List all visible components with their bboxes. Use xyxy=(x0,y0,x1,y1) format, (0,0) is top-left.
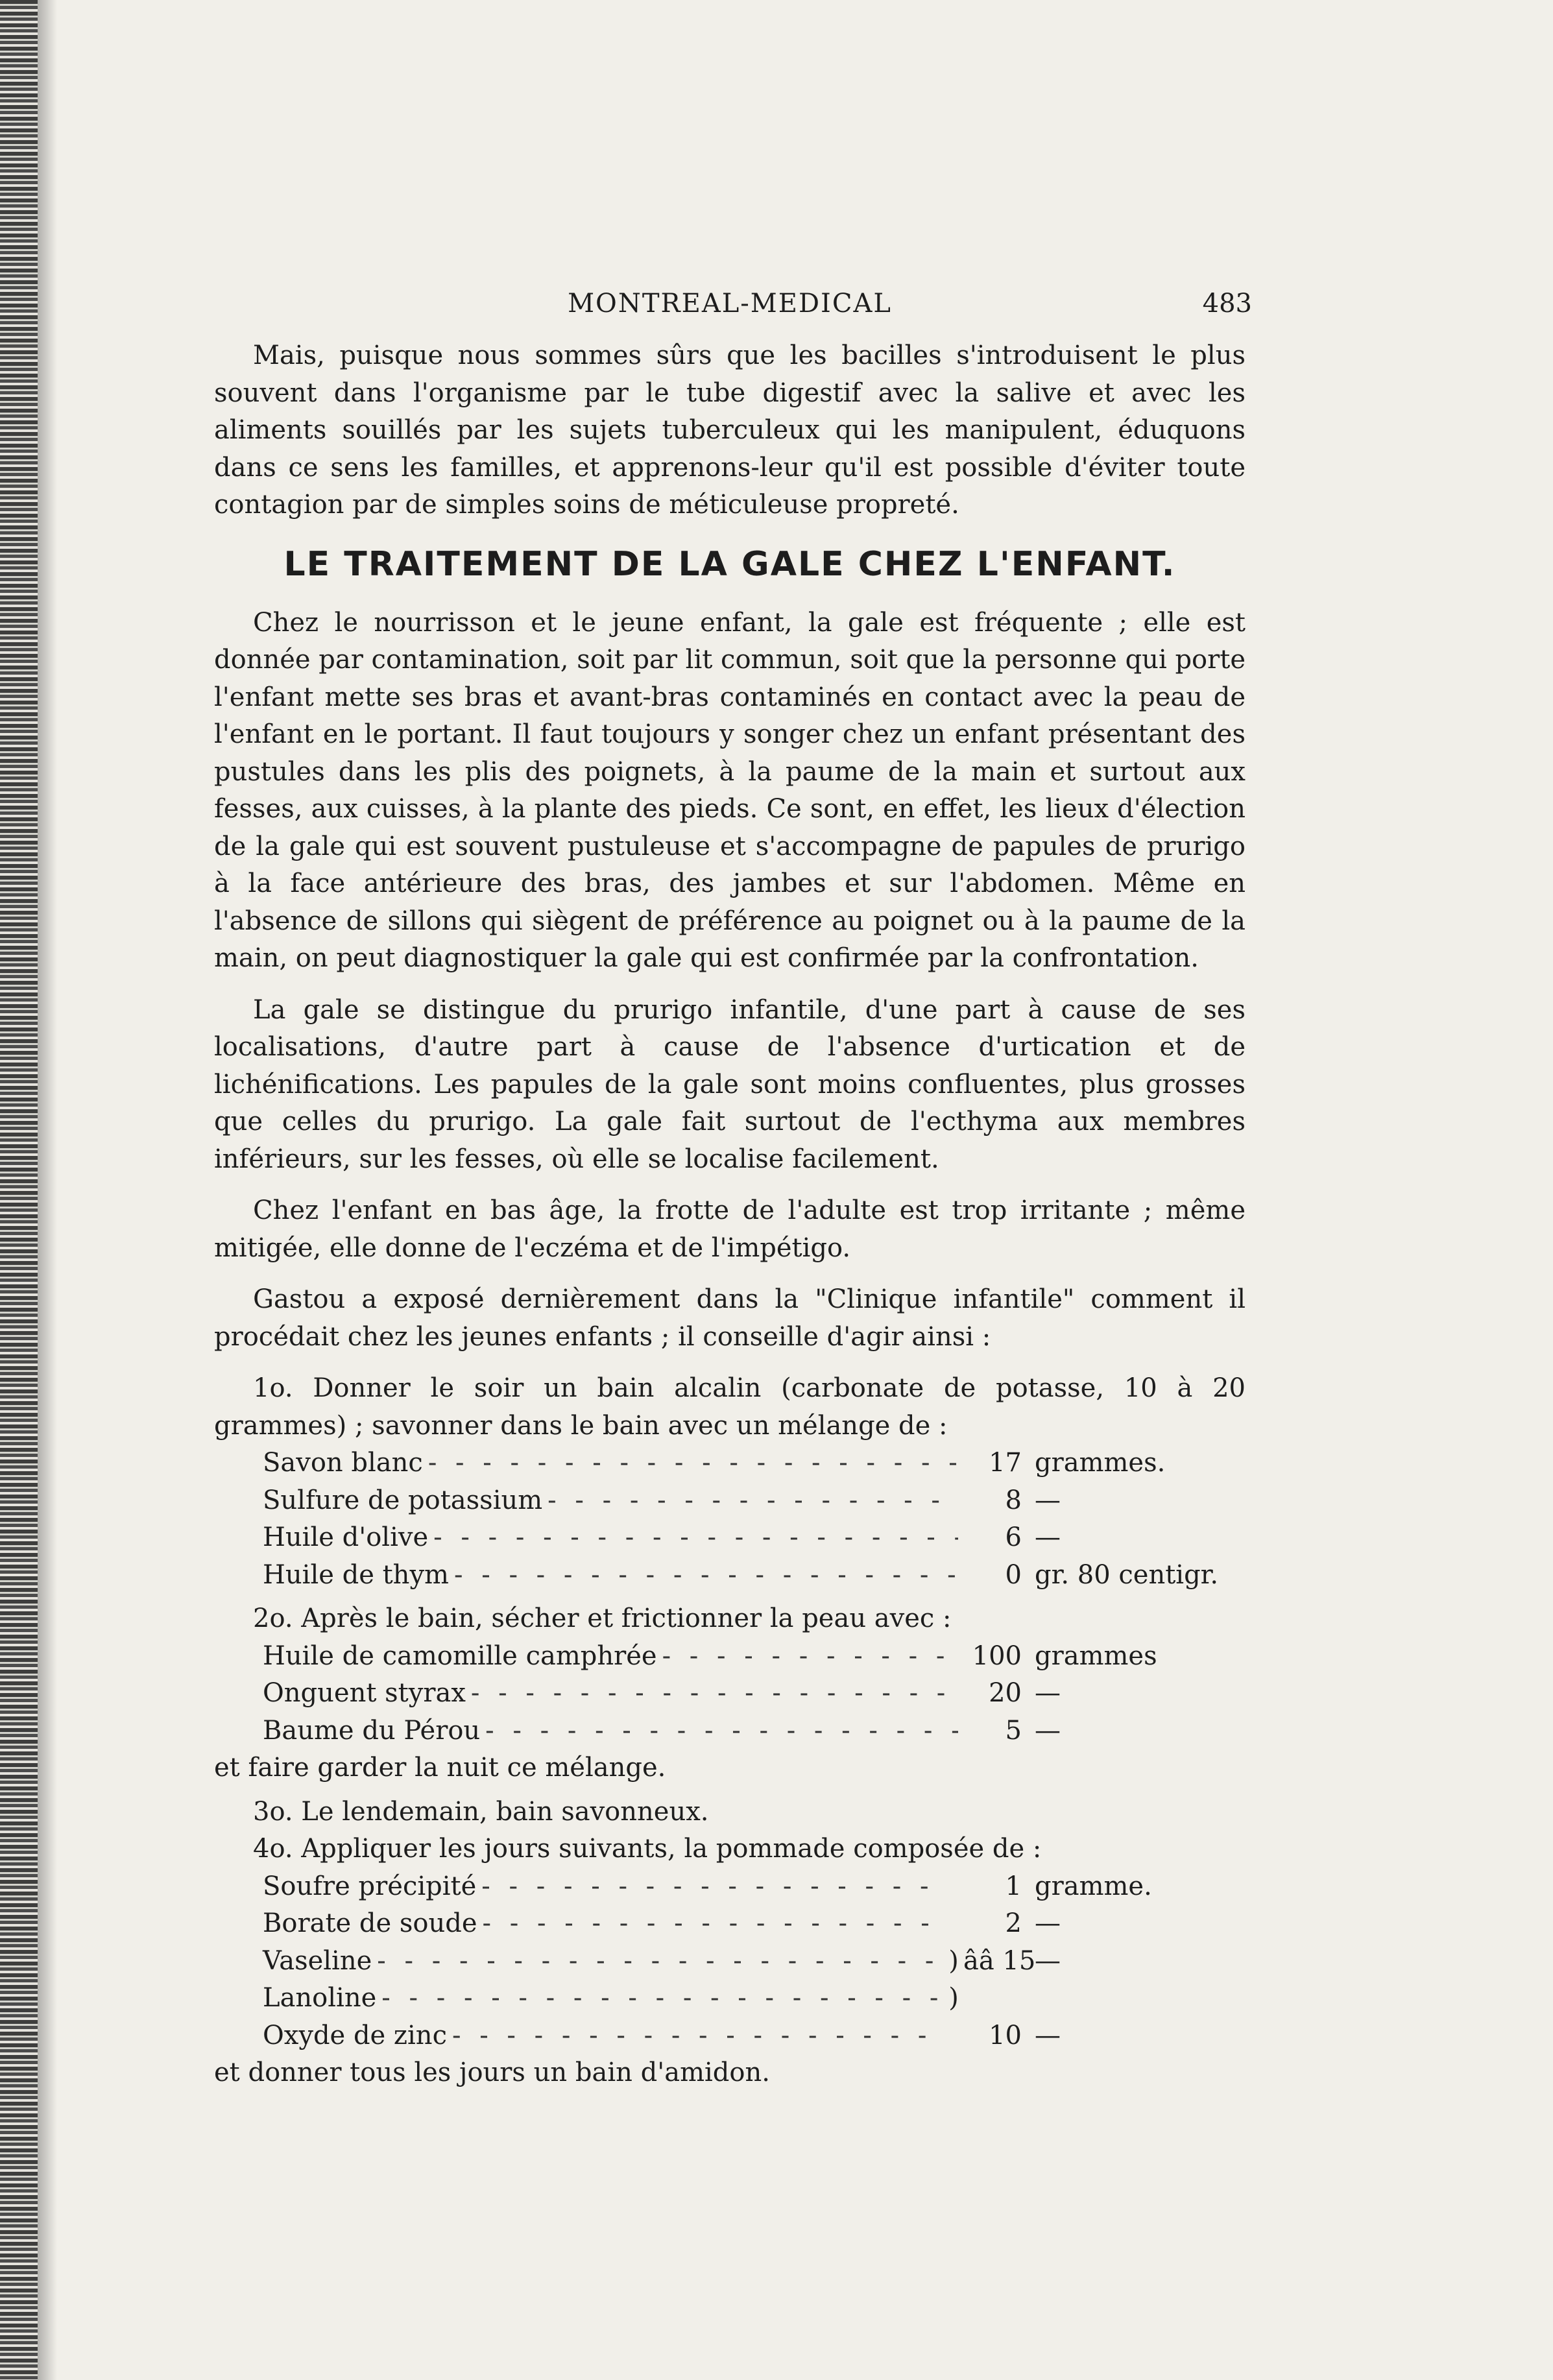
ingredient-quantity: 10 xyxy=(989,2020,1022,2050)
ingredient-unit: — xyxy=(1035,1945,1061,1976)
ingredient-name: Huile d'olive xyxy=(263,1522,429,1552)
ingredient-quantity: ââ 15 xyxy=(963,1945,1036,1976)
dot-leader xyxy=(548,1482,958,1520)
paragraph-1: Chez le nourrisson et le jeune enfant, la gale est fréquente ; elle est donnée par contamination, soit par lit commun, soit que la personne qui porte l'enfant mette ses bras et avant-bras contaminés en contact avec la peau de l'enfant en le portant. Il faut toujours y songer chez un enfant présentant des pustules dans les plis des poignets, à la paume de la main et surtout aux fesses, aux cuisses, à la plante des pieds. Ce sont, en effet, les lieux d'élection de la gale qui est souvent pustuleuse et s'accompagne de papules de prurigo à la face antérieure des bras, des jambes et sur l'abdomen. Même en l'absence de sillons qui siègent de préférence au poignet ou à la paume de la main, on peut diagnostiquer la gale qui est confirmée par la confrontation. xyxy=(214,607,1246,973)
recipe-row xyxy=(263,1943,1223,1980)
dot-leader xyxy=(471,1675,958,1713)
ingredient-name: Vaseline xyxy=(263,1945,372,1976)
recipe-row xyxy=(263,1713,1223,1750)
step-3-text: 3o. Le lendemain, bain savonneux. xyxy=(253,1796,709,1827)
dot-leader xyxy=(381,1980,939,2017)
document-page xyxy=(214,285,1252,2092)
ingredient-brace: ) xyxy=(948,1945,959,1976)
step-2-text: 2o. Après le bain, sécher et frictionner la peau avec : xyxy=(253,1604,952,1633)
dot-leader xyxy=(377,1943,939,1980)
running-title: MONTREAL-MEDICAL xyxy=(568,289,892,319)
ingredient-unit: — xyxy=(1035,1908,1061,1938)
ingredient-unit: grammes. xyxy=(1035,1448,1166,1478)
ingredient-quantity: 100 xyxy=(972,1641,1022,1671)
recipe-row xyxy=(263,2017,1223,2055)
recipe-row xyxy=(263,1638,1223,1676)
ingredient-quantity: 5 xyxy=(1005,1715,1022,1746)
step-4-closing: et donner tous les jours un bain d'amidon. xyxy=(214,2058,770,2087)
ingredient-quantity: 2 xyxy=(1005,1908,1022,1938)
recipe-row xyxy=(263,1519,1223,1557)
paragraph-3: Chez l'enfant en bas âge, la frotte de l'adulte est trop irritante ; même mitigée, elle donne de l'eczéma et de l'impétigo. xyxy=(214,1196,1246,1263)
recipe-row xyxy=(263,1675,1223,1713)
ingredient-name: Onguent styrax xyxy=(263,1678,466,1708)
dot-leader xyxy=(433,1519,958,1557)
ingredient-unit: — xyxy=(1035,1485,1061,1515)
scan-binding-edge xyxy=(0,0,38,2380)
recipe-row xyxy=(263,1557,1223,1594)
page-header xyxy=(214,285,1252,331)
ingredient-unit: — xyxy=(1035,2020,1061,2050)
ingredient-quantity: 17 xyxy=(989,1448,1022,1478)
ingredient-name: Huile de thym xyxy=(263,1559,449,1590)
ingredient-name: Savon blanc xyxy=(263,1448,423,1478)
scan-binding-shadow xyxy=(38,0,57,2380)
step-1-text: 1o. Donner le soir un bain alcalin (carbonate de potasse, 10 à 20 grammes) ; savonner dans le bain avec un mélange de : xyxy=(214,1373,1246,1441)
ingredient-name: Oxyde de zinc xyxy=(263,2020,447,2050)
step-4-text: 4o. Appliquer les jours suivants, la pommade composée de : xyxy=(253,1834,1042,1864)
ingredient-quantity: 1 xyxy=(1005,1871,1022,1901)
ingredient-name: Huile de camomille camphrée xyxy=(263,1641,657,1671)
recipe-step-4 xyxy=(263,1868,1223,2055)
ingredient-name: Lanoline xyxy=(263,1983,377,2013)
ingredient-unit: grammes xyxy=(1035,1641,1157,1671)
ingredient-quantity: 0 xyxy=(1005,1559,1022,1590)
recipe-row xyxy=(263,1482,1223,1520)
dot-leader xyxy=(485,1713,958,1750)
ingredient-unit: gramme. xyxy=(1035,1871,1152,1901)
step-2-closing: et faire garder la nuit ce mélange. xyxy=(214,1753,666,1783)
recipe-row xyxy=(263,1905,1223,1943)
ingredient-brace: ) xyxy=(948,1983,959,2013)
recipe-step-2 xyxy=(263,1638,1223,1750)
paragraph-4: Gastou a exposé dernièrement dans la "Clinique infantile" comment il procédait chez les jeunes enfants ; il conseille d'agir ainsi : xyxy=(214,1284,1246,1352)
ingredient-unit: — xyxy=(1035,1522,1061,1552)
ingredient-name: Baume du Pérou xyxy=(263,1715,481,1746)
ingredient-name: Soufre précipité xyxy=(263,1871,477,1901)
recipe-row xyxy=(263,1980,1223,2017)
dot-leader xyxy=(483,1905,939,1943)
ingredient-unit: — xyxy=(1035,1715,1061,1746)
dot-leader xyxy=(481,1868,939,1906)
dot-leader xyxy=(662,1638,958,1676)
section-title: LE TRAITEMENT DE LA GALE CHEZ L'ENFANT. xyxy=(283,544,1176,584)
ingredient-quantity: 8 xyxy=(1005,1485,1022,1515)
ingredient-unit: gr. 80 centigr. xyxy=(1035,1559,1219,1590)
ingredient-name: Borate de soude xyxy=(263,1908,477,1938)
recipe-row xyxy=(263,1445,1223,1482)
ingredient-quantity: 20 xyxy=(989,1678,1022,1708)
dot-leader xyxy=(454,1557,958,1594)
recipe-step-1 xyxy=(263,1445,1223,1594)
dot-leader xyxy=(452,2017,939,2055)
page-number: 483 xyxy=(1202,289,1252,319)
ingredient-quantity: 6 xyxy=(1005,1522,1022,1552)
ingredient-unit: — xyxy=(1035,1678,1061,1708)
paragraph-2: La gale se distingue du prurigo infantile, d'une part à cause de ses localisations, d'autre part à cause de l'absence d'urtication et de lichénifications. Les papules de la gale sont moins confluentes, plus grosses que celles du prurigo. La gale fait surtout de l'ecthyma aux membres inférieurs, sur les fesses, où elle se localise facilement. xyxy=(214,994,1246,1174)
recipe-row xyxy=(263,1868,1223,1906)
dot-leader xyxy=(428,1445,958,1482)
intro-paragraph: Mais, puisque nous sommes sûrs que les bacilles s'introduisent le plus souvent dans l'organisme par le tube digestif avec la salive et avec les aliments souillés par les sujets tuberculeux qui les manipulent, éduquons dans ce sens les familles, et apprenons-leur qu'il est possible d'éviter toute contagion par de simples soins de méticuleuse propreté. xyxy=(214,341,1246,520)
ingredient-name: Sulfure de potassium xyxy=(263,1485,543,1515)
